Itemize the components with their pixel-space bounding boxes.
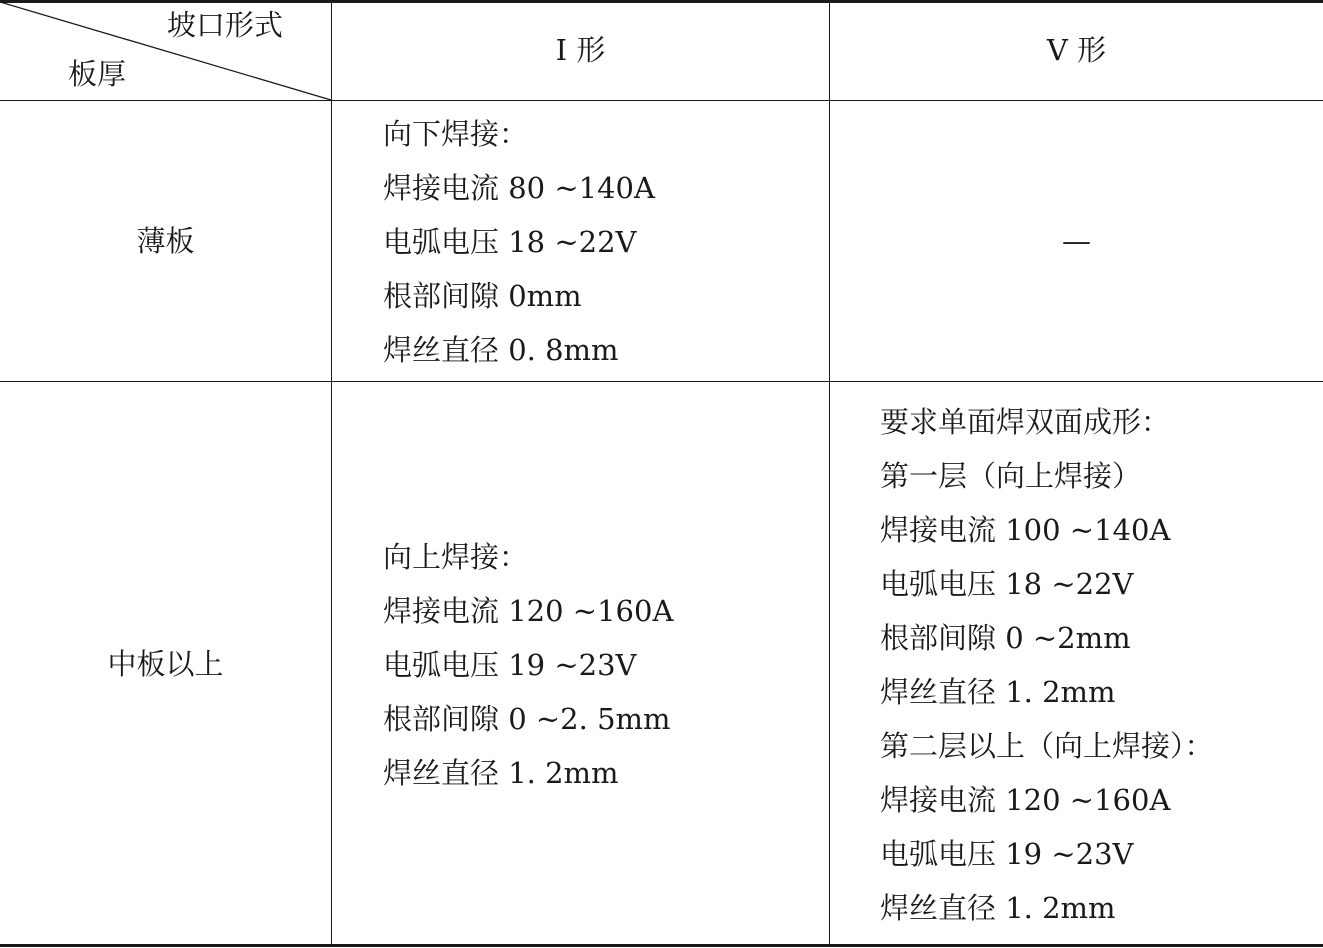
cell-line: 焊丝直径 1. 2mm: [383, 756, 619, 790]
column-header-v-groove: V 形: [1046, 33, 1107, 67]
cell-line: 电弧电压 19 ~23V: [880, 837, 1134, 871]
cell-line: 向上焊接：: [383, 540, 529, 574]
cell-line: 焊丝直径 0. 8mm: [383, 333, 619, 367]
cell-line: 焊丝直径 1. 2mm: [880, 891, 1116, 925]
thin-plate-i-groove-cell: [383, 107, 655, 377]
medium-plate-v-groove-cell: [880, 395, 1214, 935]
table-bottom-rule: [0, 944, 1323, 947]
row-divider: [0, 381, 1323, 382]
cell-line: 焊接电流 80 ~140A: [383, 171, 655, 205]
thin-plate-v-groove-cell: —: [1062, 224, 1091, 258]
corner-label-plate-thickness: 板厚: [68, 57, 127, 91]
column-divider-1: [331, 0, 332, 946]
column-divider-2: [829, 0, 830, 946]
row-label-medium-plate-and-above: 中板以上: [107, 647, 224, 681]
cell-line: 要求单面焊双面成形：: [880, 405, 1171, 439]
cell-line: 电弧电压 18 ~22V: [880, 567, 1134, 601]
cell-line: 焊接电流 120 ~160A: [880, 783, 1171, 817]
cell-line: 根部间隙 0 ~2. 5mm: [383, 702, 671, 736]
cell-line: 第二层以上（向上焊接）：: [880, 729, 1214, 763]
cell-line: 焊接电流 120 ~160A: [383, 594, 674, 628]
cell-line: 向下焊接：: [383, 117, 529, 151]
cell-line: 焊丝直径 1. 2mm: [880, 675, 1116, 709]
cell-line: 第一层（向上焊接）: [880, 459, 1142, 493]
corner-label-groove-form: 坡口形式: [167, 8, 284, 42]
cell-line: 焊接电流 100 ~140A: [880, 513, 1171, 547]
cell-line: 根部间隙 0mm: [383, 279, 582, 313]
cell-line: 根部间隙 0 ~2mm: [880, 621, 1131, 655]
column-header-i-groove: I 形: [555, 33, 606, 67]
row-label-thin-plate: 薄板: [136, 224, 195, 258]
cell-line: 电弧电压 18 ~22V: [383, 225, 637, 259]
cell-line: 电弧电压 19 ~23V: [383, 648, 637, 682]
medium-plate-i-groove-cell: [383, 530, 673, 800]
